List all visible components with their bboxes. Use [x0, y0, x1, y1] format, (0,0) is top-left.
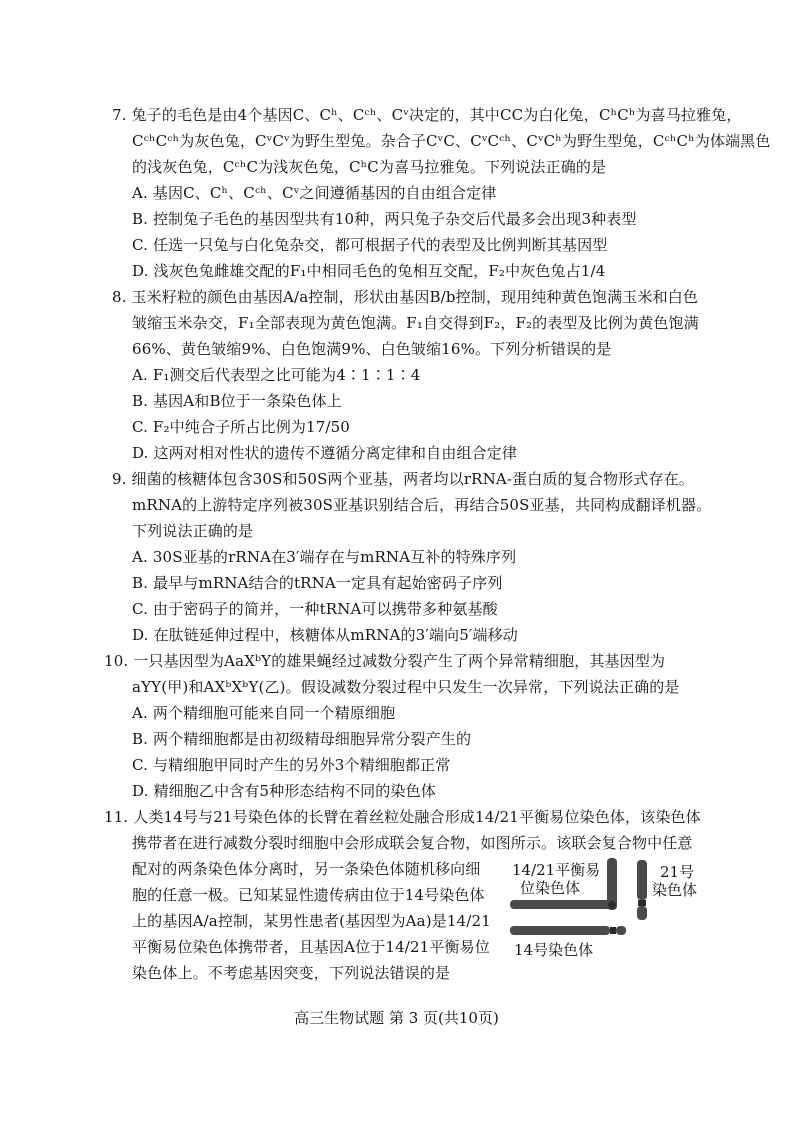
q9-stem-line-2: mRNA的上游特定序列被30S亚基识别结合后，再结合50S亚基，共同构成翻译机器。 — [132, 496, 712, 514]
q8-option-c: C. F₂中纯合子所占比例为17/50 — [132, 418, 350, 436]
q7-option-c: C. 任选一只兔与白化兔杂交，都可根据子代的表型及比例判断其基因型 — [132, 236, 608, 254]
q8-stem-line-2: 皱缩玉米杂交，F₁全部表现为黄色饱满。F₁自交得到F₂，F₂的表型及比例为黄色饱满 — [132, 314, 699, 332]
label-translocation-line-1: 14/21平衡易 — [512, 861, 601, 879]
q7-option-b: B. 控制兔子毛色的基因型共有10种，两只兔子杂交后代最多会出现3种表型 — [132, 210, 637, 228]
q10-option-d: D. 精细胞乙中含有5种形态结构不同的染色体 — [132, 782, 436, 800]
q8-option-d: D. 这两对相对性状的遗传不遵循分离定律和自由组合定律 — [132, 444, 518, 462]
label-chr21-line-2: 染色体 — [652, 881, 698, 899]
q11-stem-line-3: 配对的两条染色体分离时，另一条染色体随机移向细 — [132, 860, 481, 878]
q9-stem-line-3: 下列说法正确的是 — [132, 522, 254, 540]
q8-option-b: B. 基因A和B位于一条染色体上 — [132, 392, 342, 410]
q9-option-a: A. 30S亚基的rRNA在3′端存在与mRNA互补的特殊序列 — [132, 548, 517, 566]
translocation-chromosome-horizontal-arm — [510, 900, 617, 909]
chromosome-14-short-arm — [616, 926, 626, 935]
q10-stem-line-2: aYY(甲)和AXᵇXᵇY(乙)。假设减数分裂过程中只发生一次异常，下列说法正确的是 — [132, 678, 680, 696]
q7-option-a: A. 基因C、Cʰ、Cᶜʰ、Cᵛ之间遵循基因的自由组合定律 — [132, 184, 497, 202]
q9-stem-line-1: 9. 细菌的核糖体包含30S和50S两个亚基，两者均以rRNA-蛋白质的复合物形式存在。 — [112, 470, 694, 488]
q7-stem-line-1: 7. 兔子的毛色是由4个基因C、Cʰ、Cᶜʰ、Cᵛ决定的，其中CC为白化兔，CʰCʰ为喜马拉雅兔， — [112, 106, 742, 124]
q10-option-b: B. 两个精细胞都是由初级精母细胞异常分裂产生的 — [132, 730, 472, 748]
q8-stem-line-1: 8. 玉米籽粒的颜色由基因A/a控制，形状由基因B/b控制，现用纯种黄色饱满玉米和白色 — [112, 288, 699, 306]
label-translocation-line-2: 位染色体 — [520, 879, 581, 897]
q11-stem-line-5: 上的基因A/a控制，某男性患者(基因型为Aa)是14/21 — [132, 912, 491, 930]
q11-stem-line-1: 11. 人类14号与21号染色体的长臂在着丝粒处融合形成14/21平衡易位染色体，该染色体 — [104, 808, 701, 826]
label-chr14: 14号染色体 — [514, 941, 594, 959]
q8-option-a: A. F₁测交后代表型之比可能为4∶1∶1∶4 — [132, 366, 421, 384]
q11-stem-line-6: 平衡易位染色体携带者，且基因A位于14/21平衡易位 — [132, 938, 490, 956]
q11-stem-line-2: 携带者在进行减数分裂时细胞中会形成联会复合物，如图所示。该联会复合物中任意 — [132, 834, 693, 852]
page-footer: 高三生物试题 第 3 页(共10页) — [294, 1009, 499, 1027]
q11-stem-line-4: 胞的任意一极。已知某显性遗传病由位于14号染色体 — [132, 886, 485, 904]
q9-option-b: B. 最早与mRNA结合的tRNA一定具有起始密码子序列 — [132, 574, 503, 592]
q8-stem-line-3: 66%、黄色皱缩9%、白色饱满9%、白色皱缩16%。下列分析错误的是 — [132, 340, 612, 358]
q11-stem-line-7: 染色体上。不考虑基因突变，下列说法错误的是 — [132, 964, 451, 982]
chromosome-21-long-arm — [637, 860, 647, 900]
q9-option-d: D. 在肽链延伸过程中，核糖体从mRNA的3′端向5′端移动 — [132, 626, 518, 644]
chromosome-21-centromere — [638, 900, 646, 906]
translocation-centromere — [608, 901, 616, 909]
q10-option-c: C. 与精细胞甲同时产生的另外3个精细胞都正常 — [132, 756, 451, 774]
q7-option-d: D. 浅灰色兔雌雄交配的F₁中相同毛色的兔相互交配，F₂中灰色兔占1/4 — [132, 262, 606, 280]
q7-stem-line-3: 的浅灰色兔，CᶜʰC为浅灰色兔，CʰC为喜马拉雅兔。下列说法正确的是 — [132, 158, 607, 176]
q9-option-c: C. 由于密码子的简并，一种tRNA可以携带多种氨基酸 — [132, 600, 498, 618]
q10-option-a: A. 两个精细胞可能来自同一个精原细胞 — [132, 704, 396, 722]
chromosome-21-short-arm — [637, 906, 647, 920]
chromosome-14-long-arm — [510, 926, 610, 935]
q10-stem-line-1: 10. 一只基因型为AaXᵇY的雄果蝇经过减数分裂产生了两个异常精细胞，其基因型为 — [104, 652, 666, 670]
chromosome-14-centromere — [610, 927, 616, 934]
label-chr21-line-1: 21号 — [660, 863, 695, 881]
q7-stem-line-2: CᶜʰCᶜʰ为灰色兔，CᵛCᵛ为野生型兔。杂合子CᵛC、CᵛCᶜʰ、CᵛCʰ为野生型兔，CᶜʰCʰ为体端黑色 — [132, 132, 771, 150]
